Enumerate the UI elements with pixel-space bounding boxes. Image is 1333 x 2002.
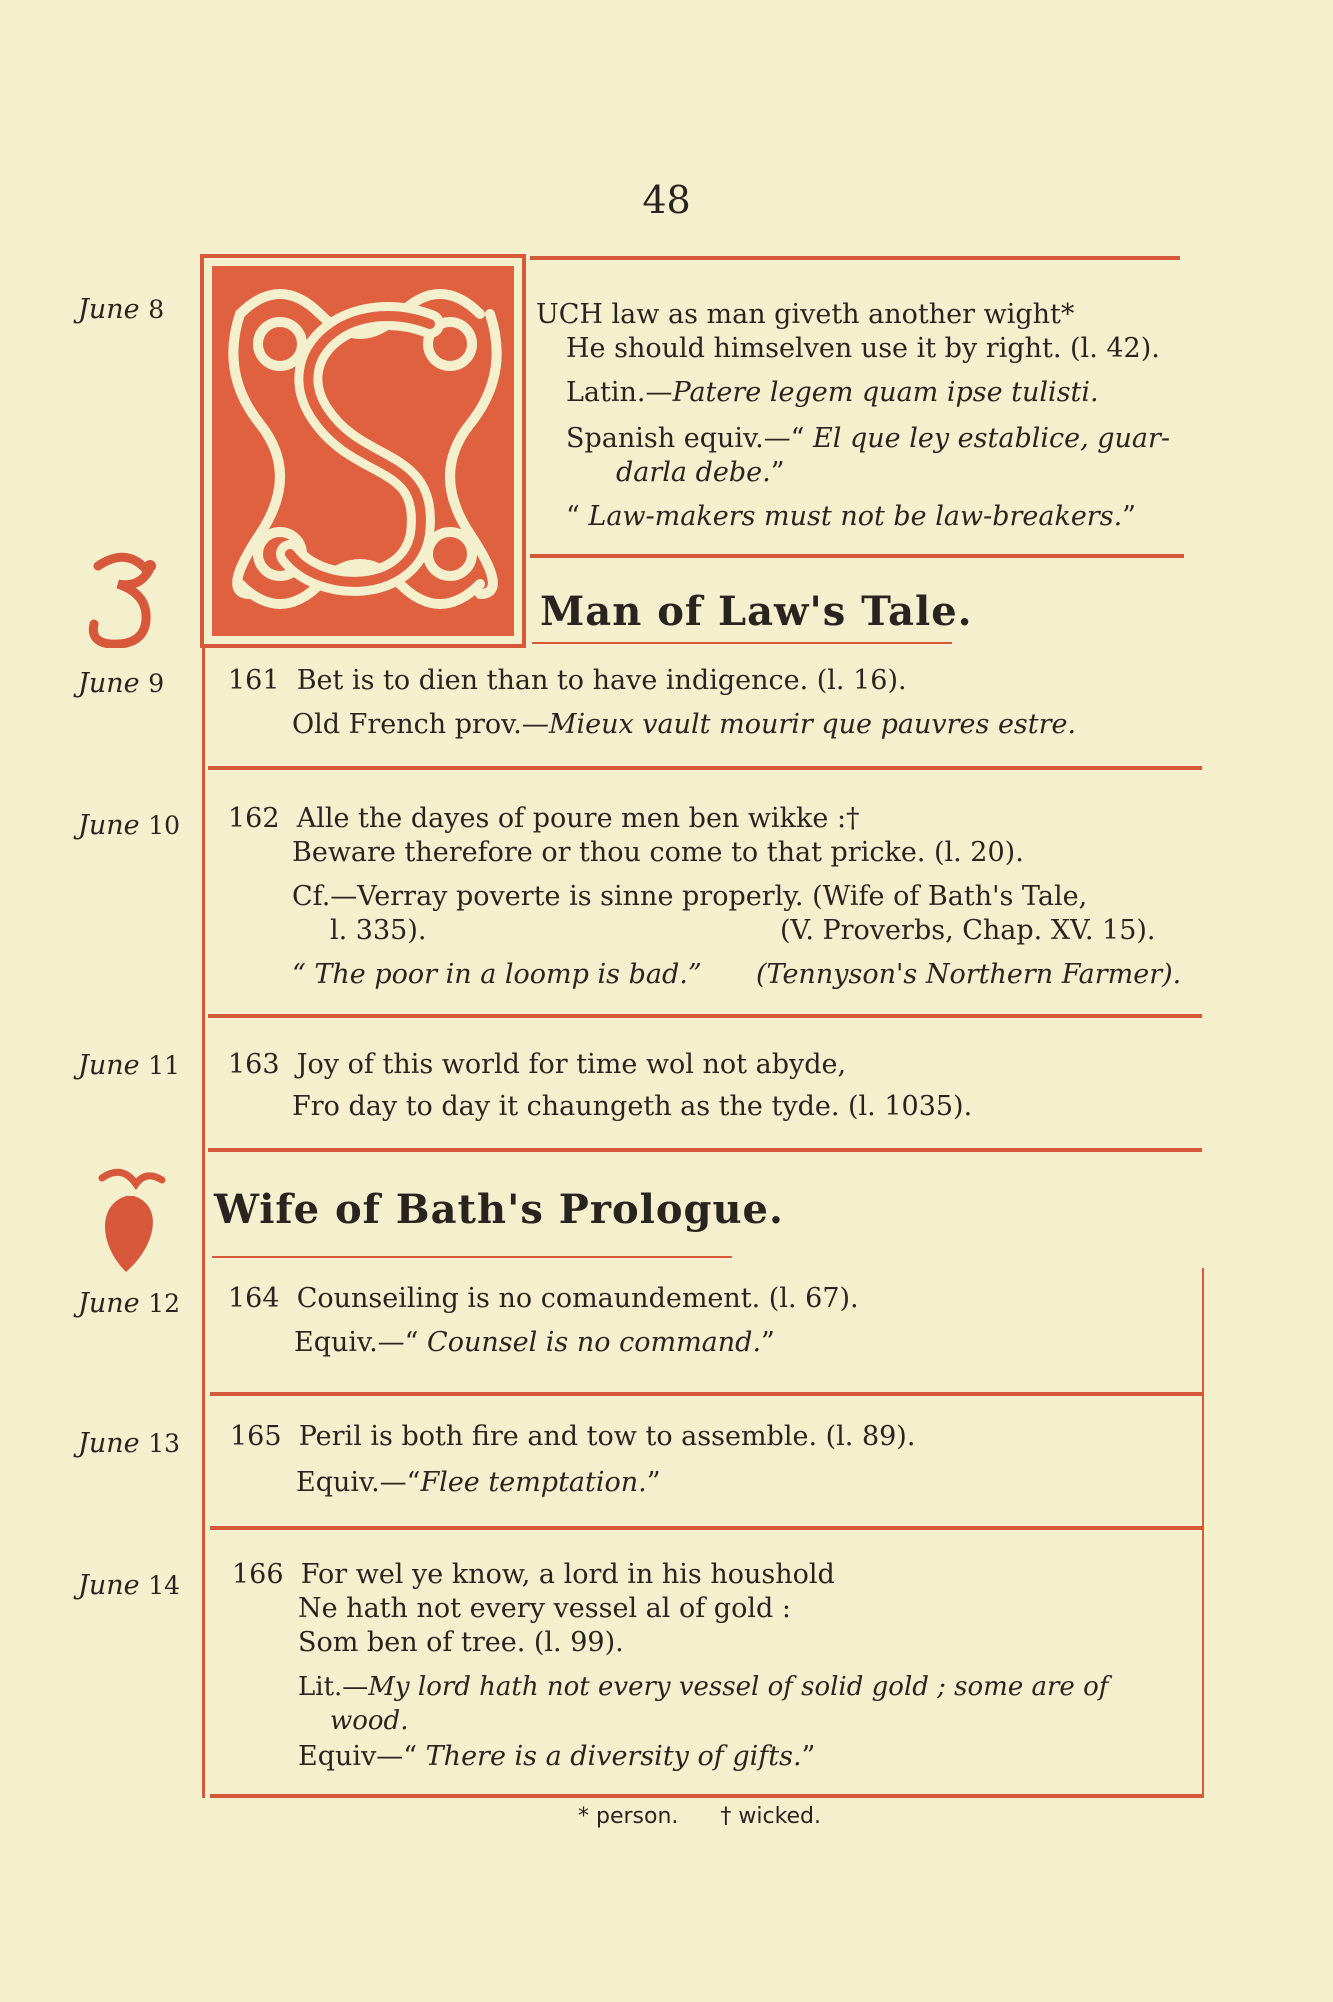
- entry-162-line-2: Beware therefore or thou come to that pricke. (l. 20).: [292, 837, 1024, 868]
- section-rule: [530, 256, 1180, 260]
- title-underline: [532, 642, 952, 644]
- date-june-10: June 10: [78, 810, 180, 841]
- entry-166-line-1: 166 For wel ye know, a lord in his houshold: [232, 1559, 835, 1590]
- entry-164-gloss: Equiv.—“ Counsel is no command.”: [294, 1327, 775, 1358]
- entry-162-line-3: Cf.—Verray poverte is sinne properly. (Wife of Bath's Tale,: [292, 881, 1088, 912]
- entry-166-line-3: Som ben of tree. (l. 99).: [298, 1627, 624, 1658]
- margin-ornament-icon: [86, 1166, 170, 1280]
- intro-spanish: Spanish equiv.—“ El que ley establice, guar-: [566, 423, 1171, 454]
- entry-rule: [210, 1526, 1204, 1530]
- intro-line-2: He should himselven use it by right. (l. 42).: [566, 333, 1160, 364]
- entry-162-line-1: 162 Alle the dayes of poure men ben wikke :†: [228, 803, 860, 834]
- entry-rule: [208, 1148, 1202, 1152]
- entry-163-line-1: 163 Joy of this world for time wol not abyde,: [228, 1049, 847, 1080]
- intro-line-1: UCH law as man giveth another wight*: [536, 299, 1075, 330]
- section-rule: [530, 554, 1184, 558]
- date-june-14: June 14: [78, 1570, 180, 1601]
- date-june-11: June 11: [78, 1050, 180, 1081]
- entry-162-line-4b: (V. Proverbs, Chap. XV. 15).: [780, 915, 1156, 946]
- entry-rule: [210, 1392, 1204, 1396]
- section-title-wife-of-baths-prologue: Wife of Bath's Prologue.: [214, 1186, 784, 1233]
- date-june-12: June 12: [78, 1288, 180, 1319]
- decorated-initial-s-icon: [200, 254, 526, 648]
- date-june-13: June 13: [78, 1428, 180, 1459]
- title-underline: [212, 1256, 732, 1258]
- page-number: 48: [642, 178, 691, 222]
- entry-164-line-1: 164 Counseiling is no comaundement. (l. 67).: [228, 1283, 859, 1314]
- entry-rule: [208, 1014, 1202, 1018]
- entry-rule: [210, 1794, 1204, 1798]
- date-june-9: June 9: [78, 668, 165, 699]
- intro-spanish-cont: darla debe.”: [616, 457, 785, 488]
- right-column-rule: [1202, 1268, 1204, 1798]
- footnotes: * person. † wicked.: [578, 1804, 822, 1829]
- section-title-man-of-laws-tale: Man of Law's Tale.: [540, 588, 973, 635]
- entry-161-line-1: 161 Bet is to dien than to have indigence. (l. 16).: [228, 665, 907, 696]
- entry-166-line-2: Ne hath not every vessel al of gold :: [298, 1593, 791, 1624]
- intro-latin: Latin.—Patere legem quam ipse tulisti.: [566, 377, 1099, 408]
- entry-161-gloss: Old French prov.—Mieux vault mourir que pauvres estre.: [292, 709, 1077, 740]
- entry-165-gloss: Equiv.—“Flee temptation.”: [296, 1467, 661, 1498]
- left-column-rule: [202, 648, 205, 1798]
- entry-162-line-4a: l. 335).: [330, 915, 427, 946]
- entry-rule: [208, 766, 1202, 770]
- entry-166-lit-cont: wood.: [330, 1706, 409, 1736]
- entry-163-line-2: Fro day to day it chaungeth as the tyde. (l. 1035).: [292, 1091, 973, 1122]
- entry-166-equiv: Equiv—“ There is a diversity of gifts.”: [298, 1741, 816, 1772]
- intro-english: “ Law-makers must not be law-breakers.”: [566, 501, 1136, 532]
- margin-ornament-icon: [88, 552, 168, 648]
- entry-166-lit: Lit.—My lord hath not every vessel of solid gold ; some are of: [298, 1672, 1109, 1702]
- entry-165-line-1: 165 Peril is both fire and tow to assemble. (l. 89).: [230, 1421, 916, 1452]
- date-june-8: June 8: [78, 294, 165, 325]
- entry-162-quote: “ The poor in a loomp is bad.”: [292, 959, 702, 990]
- entry-162-source: (Tennyson's Northern Farmer).: [756, 959, 1182, 990]
